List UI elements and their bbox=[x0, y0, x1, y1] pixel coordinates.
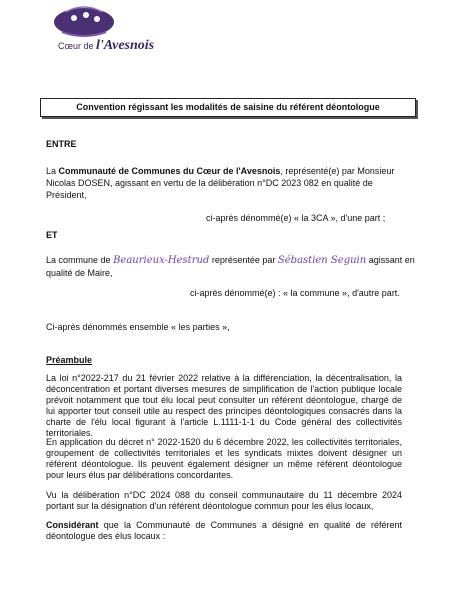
preambule-paragraph-2: En application du décret n° 2022-1520 du 6 décembre 2022, les collectivités territoriales, groupement de collectivités territoriales et les syndicats mixtes doivent désigner un référent déontologue. Ils peuvent également désigner un même référent déontologue pour leurs élus par délibérations concordantes. bbox=[46, 437, 402, 480]
party2-line1: La commune de Beaurieux-Hestrud représentée par Sébastien Seguin agissant en bbox=[46, 255, 415, 266]
preambule-paragraph-4: Considérant que la Communauté de Communes a désigné en qualité de référent déontologue des élus locaux : bbox=[46, 520, 402, 541]
logo bbox=[36, 4, 155, 62]
party2-line2: qualité de Maire, bbox=[46, 268, 113, 278]
preambule-paragraph-3: Vu la délibération n°DC 2024 088 du conseil communautaire du 11 décembre 2024 portant sur la désignation d'un référent déontologue commun pour les élus locaux, bbox=[46, 490, 402, 511]
logo-text: Cœur de l'Avesnois bbox=[58, 38, 155, 53]
preambule-heading: Préambule bbox=[46, 355, 93, 365]
party1-line3: Président, bbox=[46, 190, 87, 200]
party1-designation: ci-après dénommé(e) « la 3CA », d'une part ; bbox=[206, 213, 386, 223]
document-title: Convention régissant les modalités de saisine du référent déontologue bbox=[40, 98, 416, 117]
entre-heading: ENTRE bbox=[46, 139, 77, 149]
party2-designation: ci-après dénommé(e) : « la commune », d'autre part. bbox=[190, 288, 400, 298]
commune-signature: Beaurieux-Hestrud bbox=[113, 255, 210, 266]
party1-line2: Nicolas DOSEN, agissant en vertu de la délibération n°DC 2023 082 en qualité de bbox=[46, 178, 373, 188]
logo-graphic bbox=[36, 4, 136, 40]
parties-line: Ci-après dénommés ensemble « les parties », bbox=[46, 322, 230, 332]
party1-line1: La Communauté de Communes du Cœur de l'Avesnois, représenté(e) par Monsieur bbox=[46, 166, 395, 176]
et-heading: ET bbox=[46, 230, 58, 240]
preambule-paragraph-1: La loi n°2022-217 du 21 février 2022 relative à la différenciation, la décentralisation, la déconcentration et portant diverses mesures de simplification de l'action publique locale prévoit notamment que tout élu local peut consulter un référent déontologue, chargé de lui apporter tout conseil utile au respect des principes déontologiques consacrés dans la charte de l'élu local figurant à l'article L.1111-1-1 du Code général des collectivités territoriales. bbox=[46, 373, 402, 438]
mayor-signature: Sébastien Seguin bbox=[277, 255, 367, 266]
